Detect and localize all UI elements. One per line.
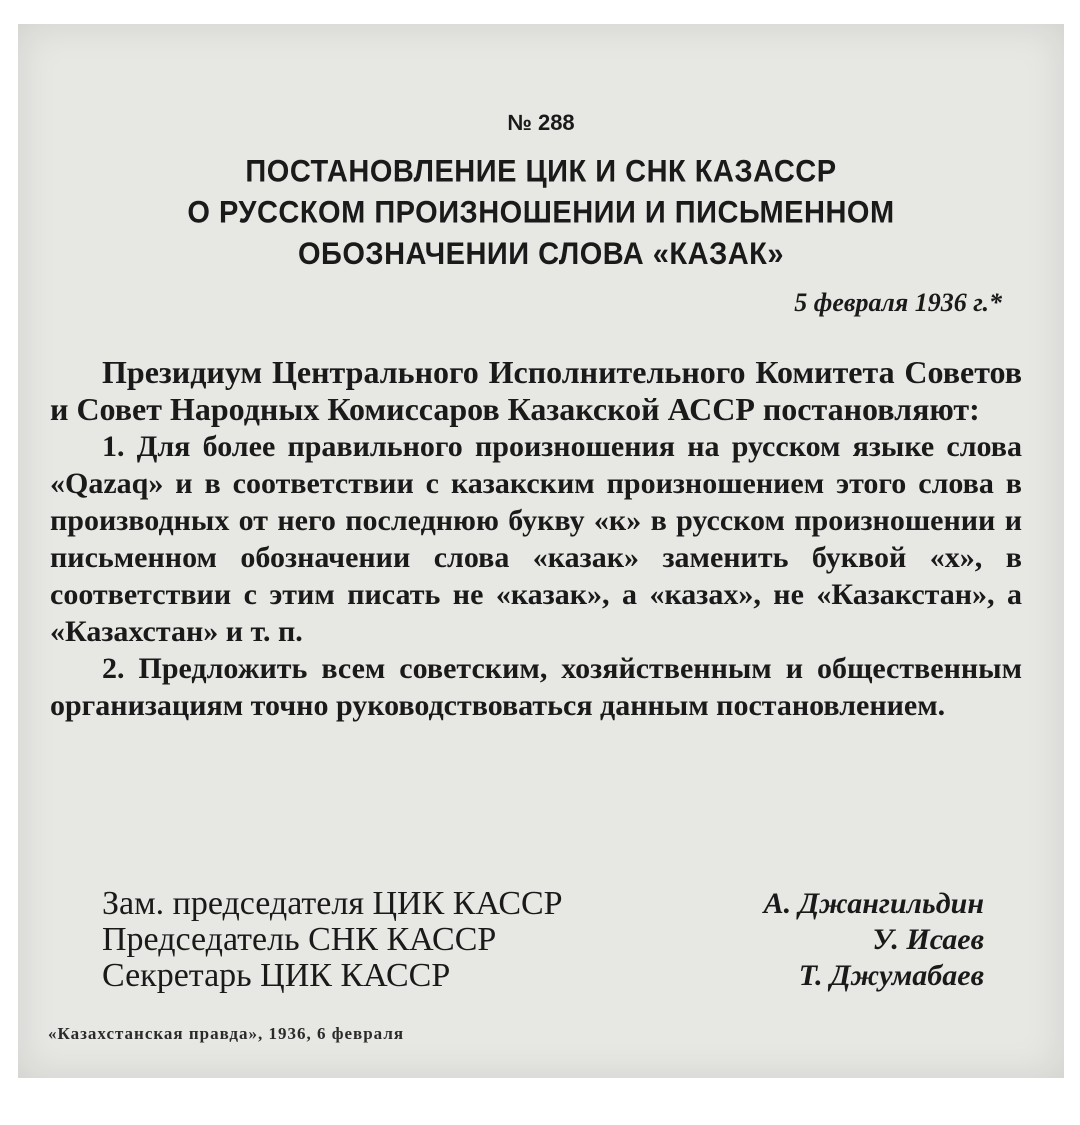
signature-row <box>102 886 984 922</box>
source-citation: «Казахстанская правда», 1936, 6 февраля <box>48 1024 405 1043</box>
signatory-name: Т. Джумабаев <box>798 959 984 992</box>
signatory-title: Зам. председателя ЦИК КАССР <box>102 885 563 922</box>
title-line: ОБОЗНАЧЕНИИ СЛОВА «КАЗАК» <box>297 236 785 272</box>
preamble-paragraph: Президиум Центрального Исполнительного Комитета Советов и Совет Народных Комиссаров Казакской АССР постановляют: <box>50 354 1022 427</box>
title-line: О РУССКОМ ПРОИЗНОШЕНИИ И ПИСЬМЕННОМ <box>187 195 895 231</box>
decree-date: 5 февраля 1936 г.* <box>794 288 1002 317</box>
signature-row <box>102 922 984 958</box>
decree-body <box>50 354 1022 724</box>
document-page <box>18 24 1064 1078</box>
signatory-name: У. Исаев <box>872 923 984 956</box>
signatory-title: Председатель СНК КАССР <box>102 921 497 958</box>
item-paragraph-2: 2. Предложить всем советским, хозяйственным и общественным организациям точно руководствоваться данным постановлением. <box>50 652 1022 722</box>
signature-row <box>102 958 984 994</box>
signatory-title: Секретарь ЦИК КАССР <box>102 957 451 994</box>
title-line: ПОСТАНОВЛЕНИЕ ЦИК И СНК КАЗАССР <box>245 154 837 190</box>
signature-block <box>102 886 984 994</box>
item-paragraph-1: 1. Для более правильного произношения на русском языке слова «Qazaq» и в соответствии с казакским произношением этого слова в производных от него последнюю букву «к» в русском произношении и письменном обозначении слова «казак» заменить буквой «х», в соответствии с этим писать не «казак», а «казах», не «Казакстан», а «Казахстан» и т. п. <box>50 430 1022 648</box>
decree-title <box>78 151 1004 274</box>
signatory-name: А. Джангильдин <box>763 887 984 920</box>
decree-number: № 288 <box>507 110 575 135</box>
